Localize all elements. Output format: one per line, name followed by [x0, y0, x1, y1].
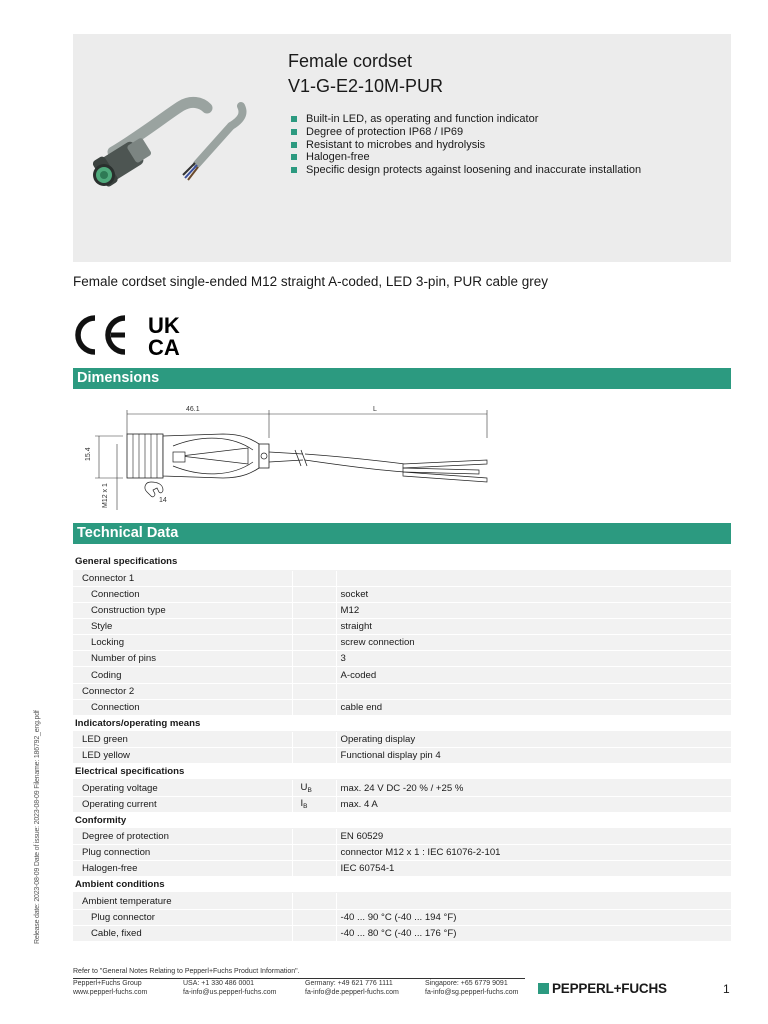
- footer-link[interactable]: fa-info@us.pepperl-fuchs.com: [183, 988, 277, 996]
- footer-line1: Singapore: +65 6779 9091: [425, 980, 508, 987]
- table-cell-value: M12: [336, 602, 731, 618]
- table-row: [73, 732, 731, 748]
- dim-wrench: 14: [159, 497, 167, 504]
- footer-line1: Pepperl+Fuchs Group: [73, 980, 142, 987]
- table-cell-symbol: [292, 635, 336, 651]
- table-cell-symbol: [292, 861, 336, 877]
- table-cell-label: Connector 2: [73, 683, 292, 699]
- table-cell-label: Locking: [73, 635, 292, 651]
- table-section-row: [73, 877, 731, 893]
- footer-line1: USA: +1 330 486 0001: [183, 980, 255, 987]
- product-hero: [73, 34, 731, 262]
- table-cell-label: LED yellow: [73, 748, 292, 764]
- table-cell-label: Halogen-free: [73, 861, 292, 877]
- table-section-row: [73, 812, 731, 828]
- table-row: [73, 893, 731, 909]
- table-cell-label: Ambient temperature: [73, 893, 292, 909]
- table-section-row: [73, 715, 731, 731]
- table-row: [73, 651, 731, 667]
- table-cell-symbol: [292, 683, 336, 699]
- table-row: [73, 602, 731, 618]
- feature-list: [291, 113, 711, 177]
- table-row: [73, 828, 731, 844]
- table-row: [73, 909, 731, 925]
- table-row: [73, 748, 731, 764]
- table-row: [73, 845, 731, 861]
- table-cell-label: Degree of protection: [73, 828, 292, 844]
- footer-contact-usa: [183, 980, 276, 997]
- feature-item: Degree of protection IP68 / IP69: [291, 126, 711, 139]
- table-cell-value: [336, 683, 731, 699]
- ce-mark-icon: [78, 318, 125, 352]
- table-row: [73, 667, 731, 683]
- table-cell-value: EN 60529: [336, 828, 731, 844]
- table-cell-value: socket: [336, 586, 731, 602]
- table-cell-label: Operating voltage: [73, 780, 292, 796]
- table-cell-value: Functional display pin 4: [336, 748, 731, 764]
- footer-contact-group: [73, 980, 147, 997]
- table-cell-symbol: [292, 828, 336, 844]
- product-model: V1-G-E2-10M-PUR: [288, 76, 444, 96]
- table-cell-symbol: [292, 699, 336, 715]
- table-row: [73, 619, 731, 635]
- table-cell-label: Plug connector: [73, 909, 292, 925]
- table-cell-label: Plug connection: [73, 845, 292, 861]
- table-row: [73, 570, 731, 586]
- table-cell-value: straight: [336, 619, 731, 635]
- footer-link[interactable]: www.pepperl-fuchs.com: [73, 988, 148, 996]
- table-cell-label: Connection: [73, 586, 292, 602]
- table-section-label: Ambient conditions: [73, 877, 731, 893]
- table-cell-value: max. 24 V DC -20 % / +25 %: [336, 780, 731, 796]
- technical-data-table: [73, 554, 731, 942]
- table-section-label: Indicators/operating means: [73, 715, 731, 731]
- table-cell-symbol: [292, 909, 336, 925]
- release-info: Release date: 2023-08-09 Date of issue: 2023-08-09 Filename: 186792_eng.pdf: [34, 710, 41, 944]
- table-cell-value: Operating display: [336, 732, 731, 748]
- table-cell-label: LED green: [73, 732, 292, 748]
- dim-length-right: L: [373, 406, 377, 413]
- table-cell-value: [336, 893, 731, 909]
- table-cell-symbol: [292, 780, 336, 796]
- table-cell-label: Construction type: [73, 602, 292, 618]
- dim-height: 15.4: [85, 447, 92, 461]
- ukca-mark-top: UK: [148, 314, 180, 338]
- symbol-text: I: [300, 798, 304, 810]
- table-cell-value: cable end: [336, 699, 731, 715]
- footer-divider: [73, 978, 525, 979]
- table-cell-symbol: [292, 893, 336, 909]
- table-cell-symbol: [292, 602, 336, 618]
- footer-line1: Germany: +49 621 776 1111: [305, 980, 393, 987]
- table-row: [73, 683, 731, 699]
- table-cell-label: Connector 1: [73, 570, 292, 586]
- table-cell-symbol: [292, 925, 336, 941]
- product-subtitle: Female cordset single-ended M12 straight A-coded, LED 3-pin, PUR cable grey: [73, 274, 548, 289]
- table-cell-label: Style: [73, 619, 292, 635]
- table-cell-value: screw connection: [336, 635, 731, 651]
- brand-logo-icon: [538, 983, 549, 994]
- table-cell-symbol: [292, 748, 336, 764]
- table-cell-value: -40 ... 90 °C (-40 ... 194 °F): [336, 909, 731, 925]
- footer-link[interactable]: fa-info@sg.pepperl-fuchs.com: [425, 988, 519, 996]
- table-cell-value: -40 ... 80 °C (-40 ... 176 °F): [336, 925, 731, 941]
- footer-link[interactable]: fa-info@de.pepperl-fuchs.com: [305, 988, 399, 996]
- table-cell-symbol: [292, 586, 336, 602]
- table-row: [73, 780, 731, 796]
- feature-item: Built-in LED, as operating and function indicator: [291, 113, 711, 126]
- table-cell-value: connector M12 x 1 : IEC 61076-2-101: [336, 845, 731, 861]
- page-number: 1: [723, 982, 730, 996]
- table-row: [73, 925, 731, 941]
- feature-item: Resistant to microbes and hydrolysis: [291, 139, 711, 152]
- table-section-label: Electrical specifications: [73, 764, 731, 780]
- symbol-subscript: B: [303, 803, 308, 811]
- dim-thread: M12 x 1: [102, 483, 109, 508]
- brand-name: PEPPERL+FUCHS: [552, 981, 667, 996]
- table-section-row: [73, 554, 731, 570]
- table-cell-label: Number of pins: [73, 651, 292, 667]
- footer-contact-germany: [305, 980, 399, 997]
- table-cell-value: A-coded: [336, 667, 731, 683]
- technical-data-header: Technical Data: [73, 523, 731, 544]
- table-cell-value: [336, 570, 731, 586]
- table-section-row: [73, 764, 731, 780]
- table-cell-label: Operating current: [73, 796, 292, 812]
- brand-logo: [538, 981, 667, 996]
- ukca-mark-bottom: CA: [148, 335, 180, 358]
- table-cell-value: max. 4 A: [336, 796, 731, 812]
- dimensions-header: Dimensions: [73, 368, 731, 389]
- dimension-drawing: [73, 398, 503, 513]
- table-cell-symbol: [292, 796, 336, 812]
- table-cell-label: Cable, fixed: [73, 925, 292, 941]
- table-cell-symbol: [292, 651, 336, 667]
- certification-marks: [73, 314, 193, 358]
- dim-length-left: 46.1: [186, 406, 200, 413]
- table-cell-value: 3: [336, 651, 731, 667]
- table-row: [73, 699, 731, 715]
- wrench-icon: [145, 482, 163, 497]
- symbol-subscript: B: [307, 787, 312, 795]
- table-cell-symbol: [292, 667, 336, 683]
- feature-item: Specific design protects against loosening and inaccurate installation: [291, 164, 711, 177]
- table-cell-symbol: [292, 732, 336, 748]
- table-row: [73, 635, 731, 651]
- symbol-text: U: [300, 782, 308, 794]
- table-cell-label: Connection: [73, 699, 292, 715]
- product-title: [288, 49, 443, 99]
- footer-note: Refer to "General Notes Relating to Pepperl+Fuchs Product Information".: [73, 968, 300, 975]
- table-cell-symbol: [292, 619, 336, 635]
- table-row: [73, 796, 731, 812]
- table-section-label: Conformity: [73, 812, 731, 828]
- feature-item: Halogen-free: [291, 151, 711, 164]
- cordset-product-image: [73, 34, 288, 262]
- product-type-title: Female cordset: [288, 51, 413, 71]
- table-cell-value: IEC 60754-1: [336, 861, 731, 877]
- table-cell-label: Coding: [73, 667, 292, 683]
- table-row: [73, 586, 731, 602]
- table-cell-symbol: [292, 845, 336, 861]
- table-section-label: General specifications: [73, 554, 731, 570]
- table-cell-symbol: [292, 570, 336, 586]
- table-row: [73, 861, 731, 877]
- footer-contact-singapore: [425, 980, 518, 997]
